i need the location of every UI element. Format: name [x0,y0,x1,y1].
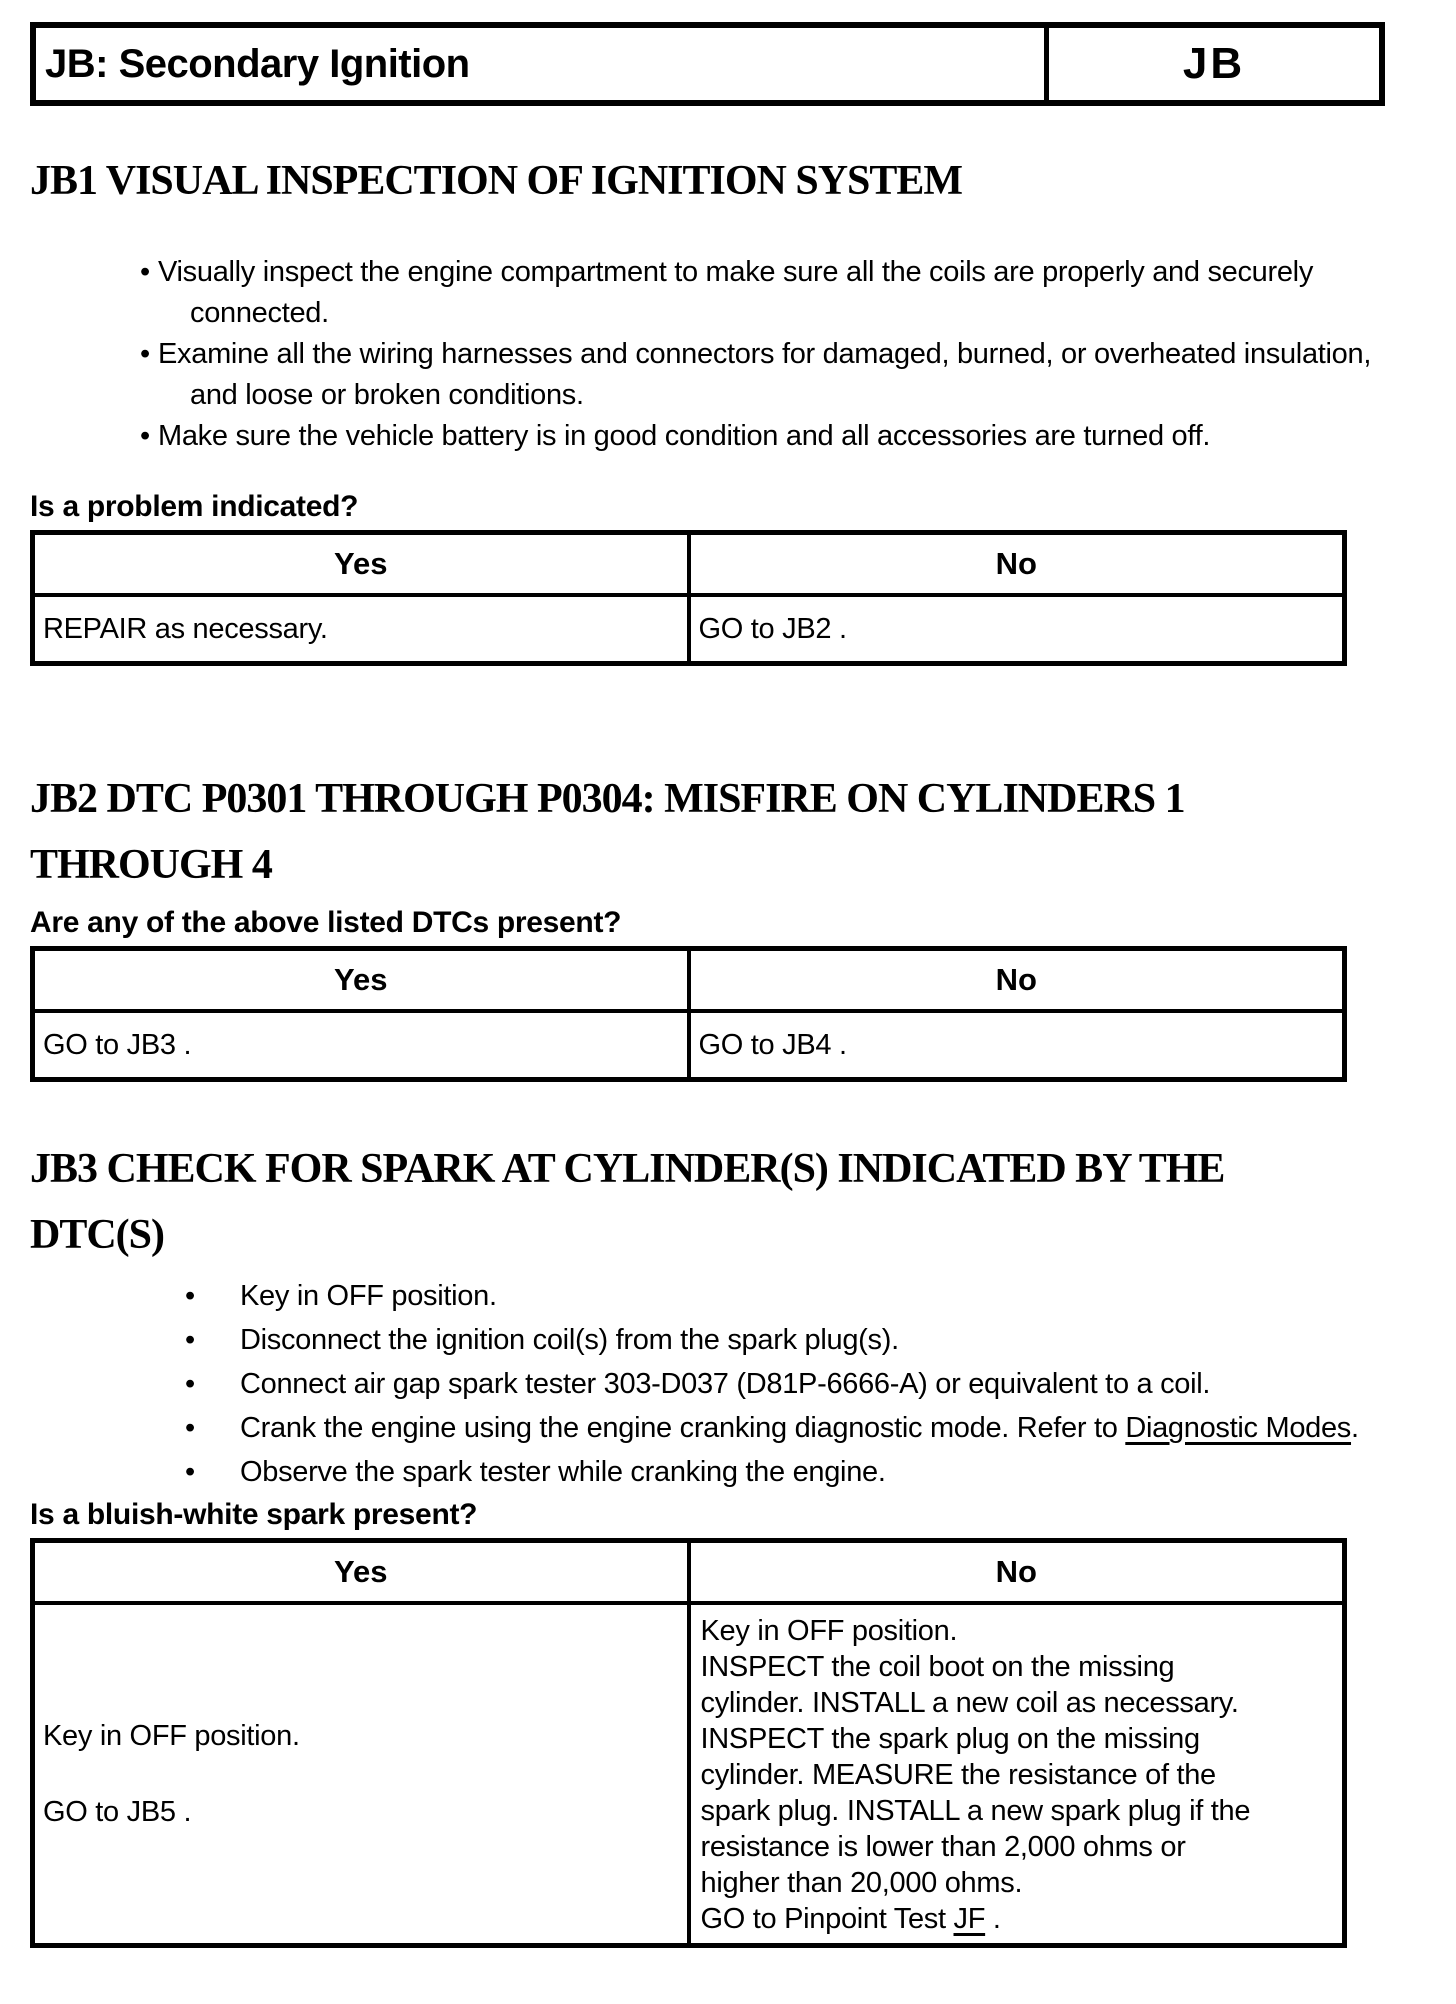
action-line: cylinder. INSTALL a new coil as necessary. [700,1687,1239,1719]
jb1-bullet-list [0,252,1456,457]
list-item: • Visually inspect the engine compartment to make sure all the coils are properly and securely connected. [190,252,1385,334]
bullet-text: Crank the engine using the engine cranking diagnostic mode. Refer to [240,1412,1126,1444]
yes-column-header: Yes [33,1541,689,1604]
table-header-row [33,533,1345,596]
page-header-bar [30,22,1385,106]
no-column-header: No [689,1541,1345,1604]
list-item: • Observe the spark tester while cranking the engine. [240,1450,1410,1494]
no-column-header: No [689,533,1345,596]
jb3-heading [30,1136,1406,1268]
action-text: GO to Pinpoint Test [700,1903,954,1935]
heading-line: JB2 DTC P0301 THROUGH P0304: MISFIRE ON CYLINDERS 1 [30,776,1185,822]
jb2-question: Are any of the above listed DTCs present? [30,906,622,939]
table-row [33,1011,1345,1080]
action-line: Key in OFF position. [700,1615,958,1647]
no-action-cell: GO to JB2 . [689,595,1345,664]
jb1-decision-table [30,530,1347,666]
jb2-heading [30,766,1406,898]
no-column-header: No [689,949,1345,1012]
bullet-text: . [1351,1412,1359,1444]
yes-action-cell [33,1603,689,1946]
jb1-question: Is a problem indicated? [30,490,359,523]
jb2-decision-table [30,946,1347,1082]
jb3-bullet-list [0,1274,1456,1494]
heading-line: THROUGH 4 [30,842,272,888]
action-line: INSPECT the coil boot on the missing [700,1651,1175,1683]
list-item: • Make sure the vehicle battery is in good condition and all accessories are turned off. [190,416,1385,457]
jb3-question: Is a bluish-white spark present? [30,1498,478,1531]
action-line [701,1901,1333,1937]
header-section-title: JB: Secondary Ignition [36,28,1049,100]
table-header-row [33,1541,1345,1604]
list-item: • Disconnect the ignition coil(s) from the spark plug(s). [240,1318,1410,1362]
yes-action-cell: GO to JB3 . [33,1011,689,1080]
list-item: • Examine all the wiring harnesses and connectors for damaged, burned, or overheated insulation, and loose or broken conditions. [190,334,1385,416]
action-line: Key in OFF position. [43,1720,300,1752]
jf-link[interactable]: JF [953,1903,986,1935]
table-row [33,1603,1345,1946]
header-section-code: JB [1182,39,1246,88]
heading-line: JB3 CHECK FOR SPARK AT CYLINDER(S) INDICATED BY THE [30,1146,1225,1192]
table-row [33,595,1345,664]
action-line: spark plug. INSTALL a new spark plug if the [700,1795,1251,1827]
no-action-cell: GO to JB4 . [689,1011,1345,1080]
table-header-row [33,949,1345,1012]
yes-action-cell: REPAIR as necessary. [33,595,689,664]
no-action-cell [689,1603,1345,1946]
action-line: resistance is lower than 2,000 ohms or [700,1831,1186,1863]
heading-line: DTC(S) [30,1212,165,1258]
jb3-decision-table [30,1538,1347,1948]
action-line: cylinder. MEASURE the resistance of the [700,1759,1216,1791]
list-item: • Key in OFF position. [240,1274,1410,1318]
list-item [240,1406,1410,1450]
list-item: • Connect air gap spark tester 303-D037 (D81P-6666-A) or equivalent to a coil. [240,1362,1410,1406]
yes-column-header: Yes [33,533,689,596]
diagnostic-modes-link[interactable]: Diagnostic Modes [1125,1412,1352,1444]
action-text: . [985,1903,1001,1935]
jb1-heading: JB1 VISUAL INSPECTION OF IGNITION SYSTEM [30,158,963,204]
action-line: INSPECT the spark plug on the missing [700,1723,1200,1755]
yes-column-header: Yes [33,949,689,1012]
action-line: GO to JB5 . [43,1796,192,1828]
action-line: higher than 20,000 ohms. [700,1867,1023,1899]
